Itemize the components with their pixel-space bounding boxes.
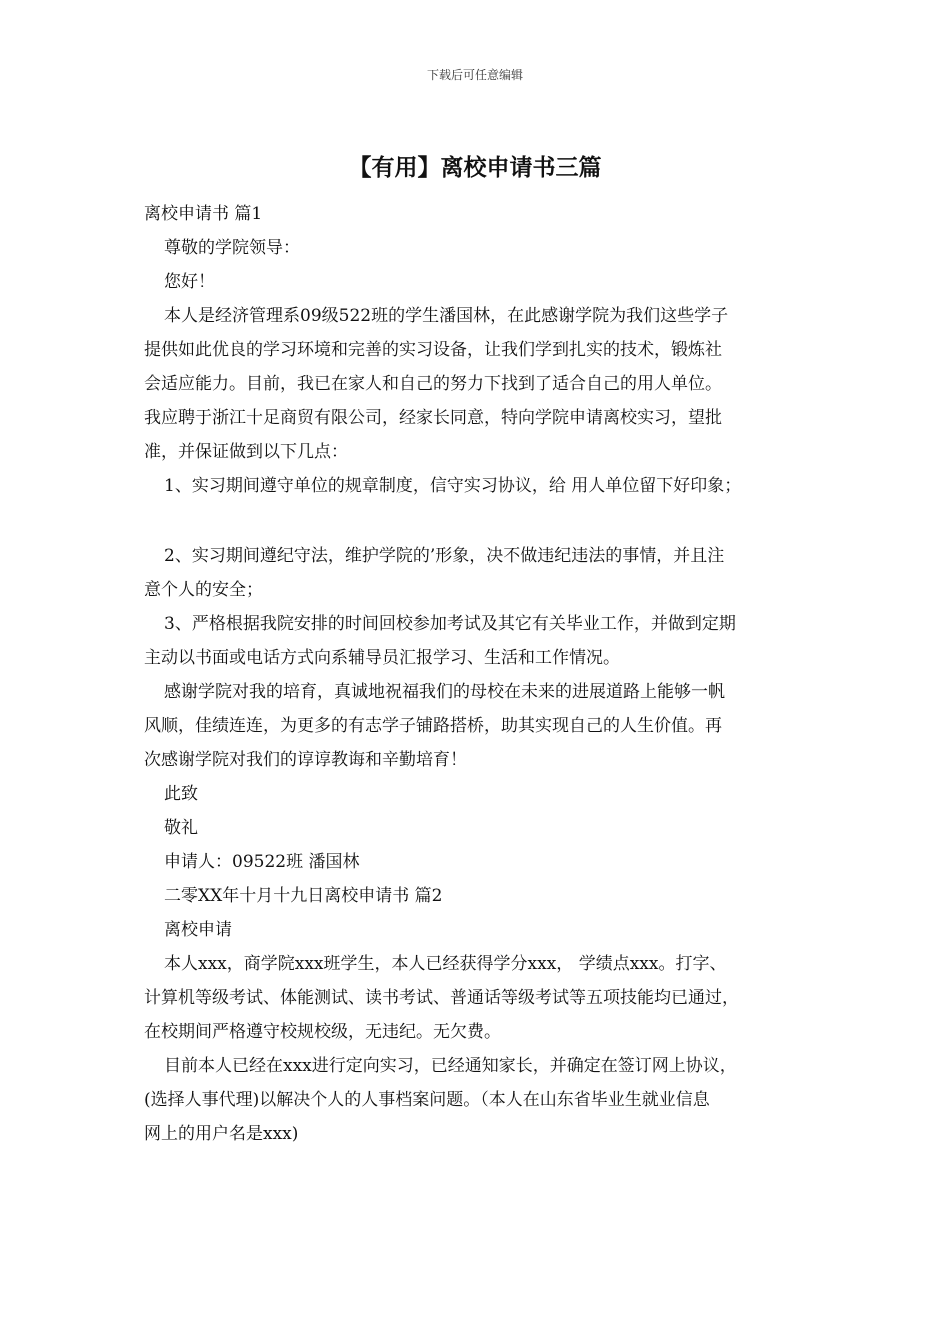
text-line: 在校期间严格遵守校规校级，无违纪。无欠费。 — [144, 1022, 501, 1042]
text-line: 会适应能力。目前，我已在家人和自己的努力下找到了适合自己的用人单位。 — [144, 374, 722, 394]
text-line: 离校申请书 篇1 — [144, 204, 263, 224]
text-line: 网上的用户名是xxx) — [144, 1124, 299, 1144]
text-line: 提供如此优良的学习环境和完善的实习设备，让我们学到扎实的技术，锻炼社 — [144, 340, 722, 360]
text-line: 我应聘于浙江十足商贸有限公司，经家长同意，特向学院申请离校实习，望批 — [144, 408, 722, 428]
document-body — [144, 197, 820, 1151]
blank-line — [144, 503, 820, 539]
text-line: 目前本人已经在xxx进行定向实习，已经通知家长，并确定在签订网上协议， — [164, 1056, 737, 1076]
text-line: 感谢学院对我的培育，真诚地祝福我们的母校在未来的进展道路上能够一帆 — [164, 682, 725, 702]
text-line: 次感谢学院对我们的谆谆教诲和辛勤培育！ — [144, 750, 467, 770]
text-line: 本人是经济管理系09级522班的学生潘国林，在此感谢学院为我们这些学子 — [164, 306, 729, 326]
text-line: 此致 — [164, 784, 198, 804]
text-line: 风顺，佳绩连连，为更多的有志学子铺路搭桥，助其实现自己的人生价值。再 — [144, 716, 722, 736]
page-header-note: 下载后可任意编辑 — [426, 68, 523, 82]
text-line: 离校申请 — [164, 920, 232, 940]
text-line: 二零XX年十月十九日离校申请书 篇2 — [164, 886, 443, 906]
text-line: 3、严格根据我院安排的时间回校参加考试及其它有关毕业工作，并做到定期 — [164, 614, 736, 634]
text-line: 计算机等级考试、体能测试、读书考试、普通话等级考试等五项技能均已通过， — [144, 988, 739, 1008]
text-line: 本人xxx，商学院xxx班学生，本人已经获得学分xxx， 学绩点xxx。打字、 — [164, 954, 727, 974]
text-line: 准，并保证做到以下几点： — [144, 442, 348, 462]
text-line: (选择人事代理)以解决个人的人事档案问题。（本人在山东省毕业生就业信息 — [144, 1090, 710, 1110]
text-line: 敬礼 — [164, 818, 198, 838]
text-line: 主动以书面或电话方式向系辅导员汇报学习、生活和工作情况。 — [144, 648, 620, 668]
text-line: 意个人的安全； — [144, 580, 263, 600]
text-line: 申请人：09522班 潘国林 — [164, 852, 360, 872]
text-line: 您好！ — [164, 272, 215, 292]
text-line: 1、实习期间遵守单位的规章制度，信守实习协议，给 用人单位留下好印象； — [164, 476, 742, 496]
text-line: 尊敬的学院领导： — [164, 238, 300, 258]
text-line: 2、实习期间遵纪守法，维护学院的’形象，决不做违纪违法的事情，并且注 — [164, 546, 725, 566]
document-title: 【有用】离校申请书三篇 — [348, 154, 602, 181]
